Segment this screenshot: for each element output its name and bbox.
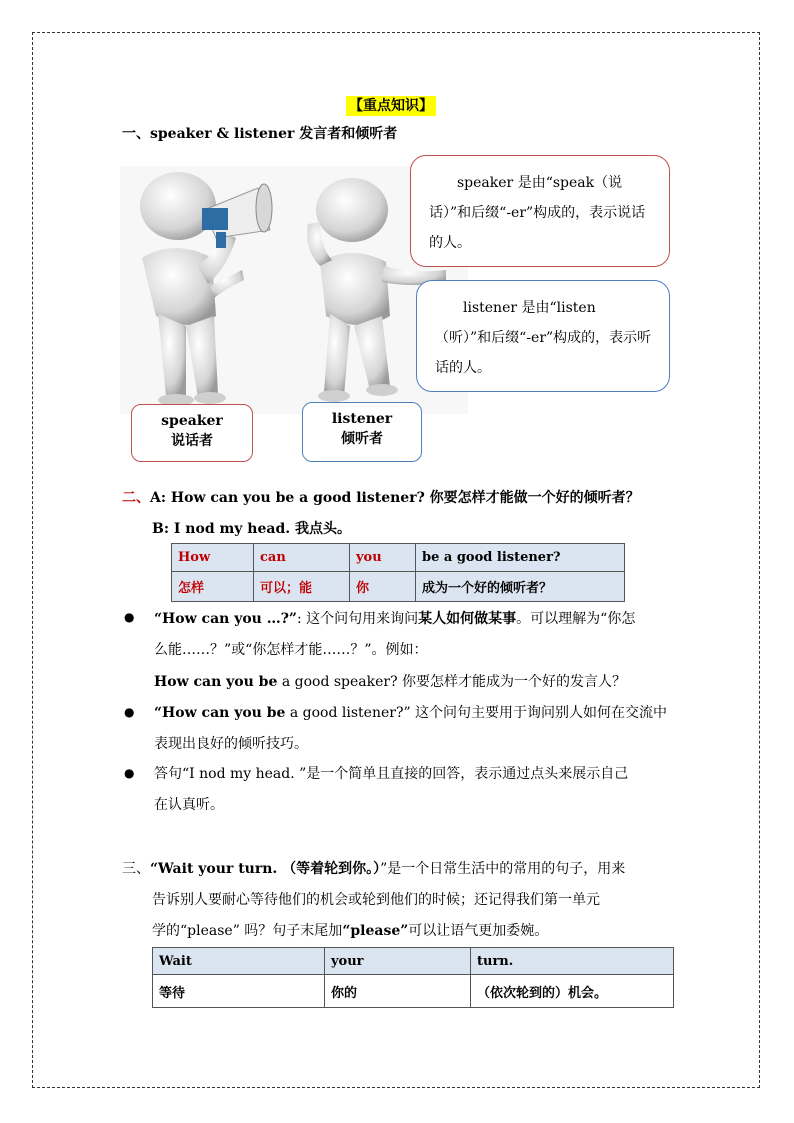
table-cell: 怎样 (172, 572, 254, 602)
how-can-you-table (171, 543, 625, 602)
table-cell: How (172, 544, 254, 572)
section-3-line-1 (122, 854, 678, 885)
table-cell: 可以；能 (254, 572, 350, 602)
section-3-text: 学的“please” 吗？句子末尾加 (152, 923, 343, 939)
bullet-icon: ● (124, 610, 135, 624)
speaker-label (131, 404, 253, 462)
table-cell: 你的 (325, 975, 471, 1008)
section-2-line-b: B: I nod my head. 我点头。 (152, 521, 351, 537)
bullet-1-line-1 (154, 604, 678, 635)
section-1-title: 一、speaker & listener 发言者和倾听者 (122, 126, 398, 142)
bullet-2-line-2: 表现出良好的倾听技巧。 (154, 736, 308, 752)
bullet-1-lead: “How can you …?” (154, 611, 297, 627)
bullet-2-text: a good listener?” 这个问句主要用于询问别人如何在交流中 (285, 705, 668, 721)
listener-label (302, 402, 422, 462)
table-cell: 成为一个好的倾听者？ (416, 572, 625, 602)
table-cell: be a good listener? (416, 544, 625, 572)
table-row (153, 948, 674, 975)
section-3-line-3 (152, 916, 678, 947)
section-3-text: ”是一个日常生活中的常用的句子，用来 (380, 861, 626, 877)
table-cell: Wait (153, 948, 325, 975)
bullet-3-line-1: 答句“I nod my head. ”是一个简单且直接的回答，表示通过点头来展示自己 (154, 766, 629, 782)
section-3-line-2: 告诉别人要耐心等待他们的机会或轮到他们的时候；还记得我们第一单元 (152, 892, 600, 908)
bullet-2-line-1 (154, 698, 678, 729)
speaker-label-cn: 说话者 (171, 433, 213, 449)
bullet-1-example-bold: How can you be (154, 674, 278, 690)
bullet-1-text: : 这个问句用来询问 (296, 611, 419, 627)
table-cell: （依次轮到的）机会。 (471, 975, 674, 1008)
table-cell: can (254, 544, 350, 572)
section-2-question (122, 487, 640, 507)
bullet-2-lead: “How can you be (154, 705, 286, 721)
bullet-1-example (154, 667, 626, 698)
bullet-1-line-2: 么能……？”或“你怎样才能……？”。例如： (154, 642, 428, 658)
table-cell: your (325, 948, 471, 975)
section-3-number: 三、 (122, 861, 150, 877)
wait-your-turn-table (152, 947, 674, 1008)
listener-explanation-bubble: listener 是由“listen （听）”和后缀“-er”构成的，表示听话的人。 (416, 280, 670, 392)
section-2-line-a: A: How can you be a good listener? 你要怎样才能做一个好的倾听者？ (150, 490, 640, 506)
bullet-1-emphasis: 某人如何做某事 (418, 611, 517, 627)
listener-label-cn: 倾听者 (341, 431, 383, 447)
bullet-1-text: 。可以理解为“你怎 (516, 611, 636, 627)
table-row (172, 544, 625, 572)
bullet-icon: ● (124, 766, 135, 780)
speaker-explanation-bubble: speaker 是由“speak（说话）”和后缀“-er”构成的，表示说话的人。 (410, 155, 670, 267)
bullet-icon: ● (124, 705, 135, 719)
table-cell: 等待 (153, 975, 325, 1008)
section-2-number: 二、 (122, 490, 150, 506)
table-cell: turn. (471, 948, 674, 975)
listener-label-en: listener (331, 411, 393, 427)
section-3-text: 可以让语气更加委婉。 (408, 923, 549, 939)
table-row (153, 975, 674, 1008)
bullet-1-example-text: a good speaker? 你要怎样才能成为一个好的发言人？ (277, 674, 627, 690)
speaker-label-en: speaker (161, 413, 223, 429)
table-row (172, 572, 625, 602)
bullet-3-line-2: 在认真听。 (154, 797, 224, 813)
section-3-please: “please” (342, 923, 409, 939)
table-cell: you (350, 544, 416, 572)
table-cell: 你 (350, 572, 416, 602)
key-knowledge-heading: 【重点知识】 (346, 96, 436, 116)
section-3-phrase: “Wait your turn. （等着轮到你。） (150, 861, 381, 877)
